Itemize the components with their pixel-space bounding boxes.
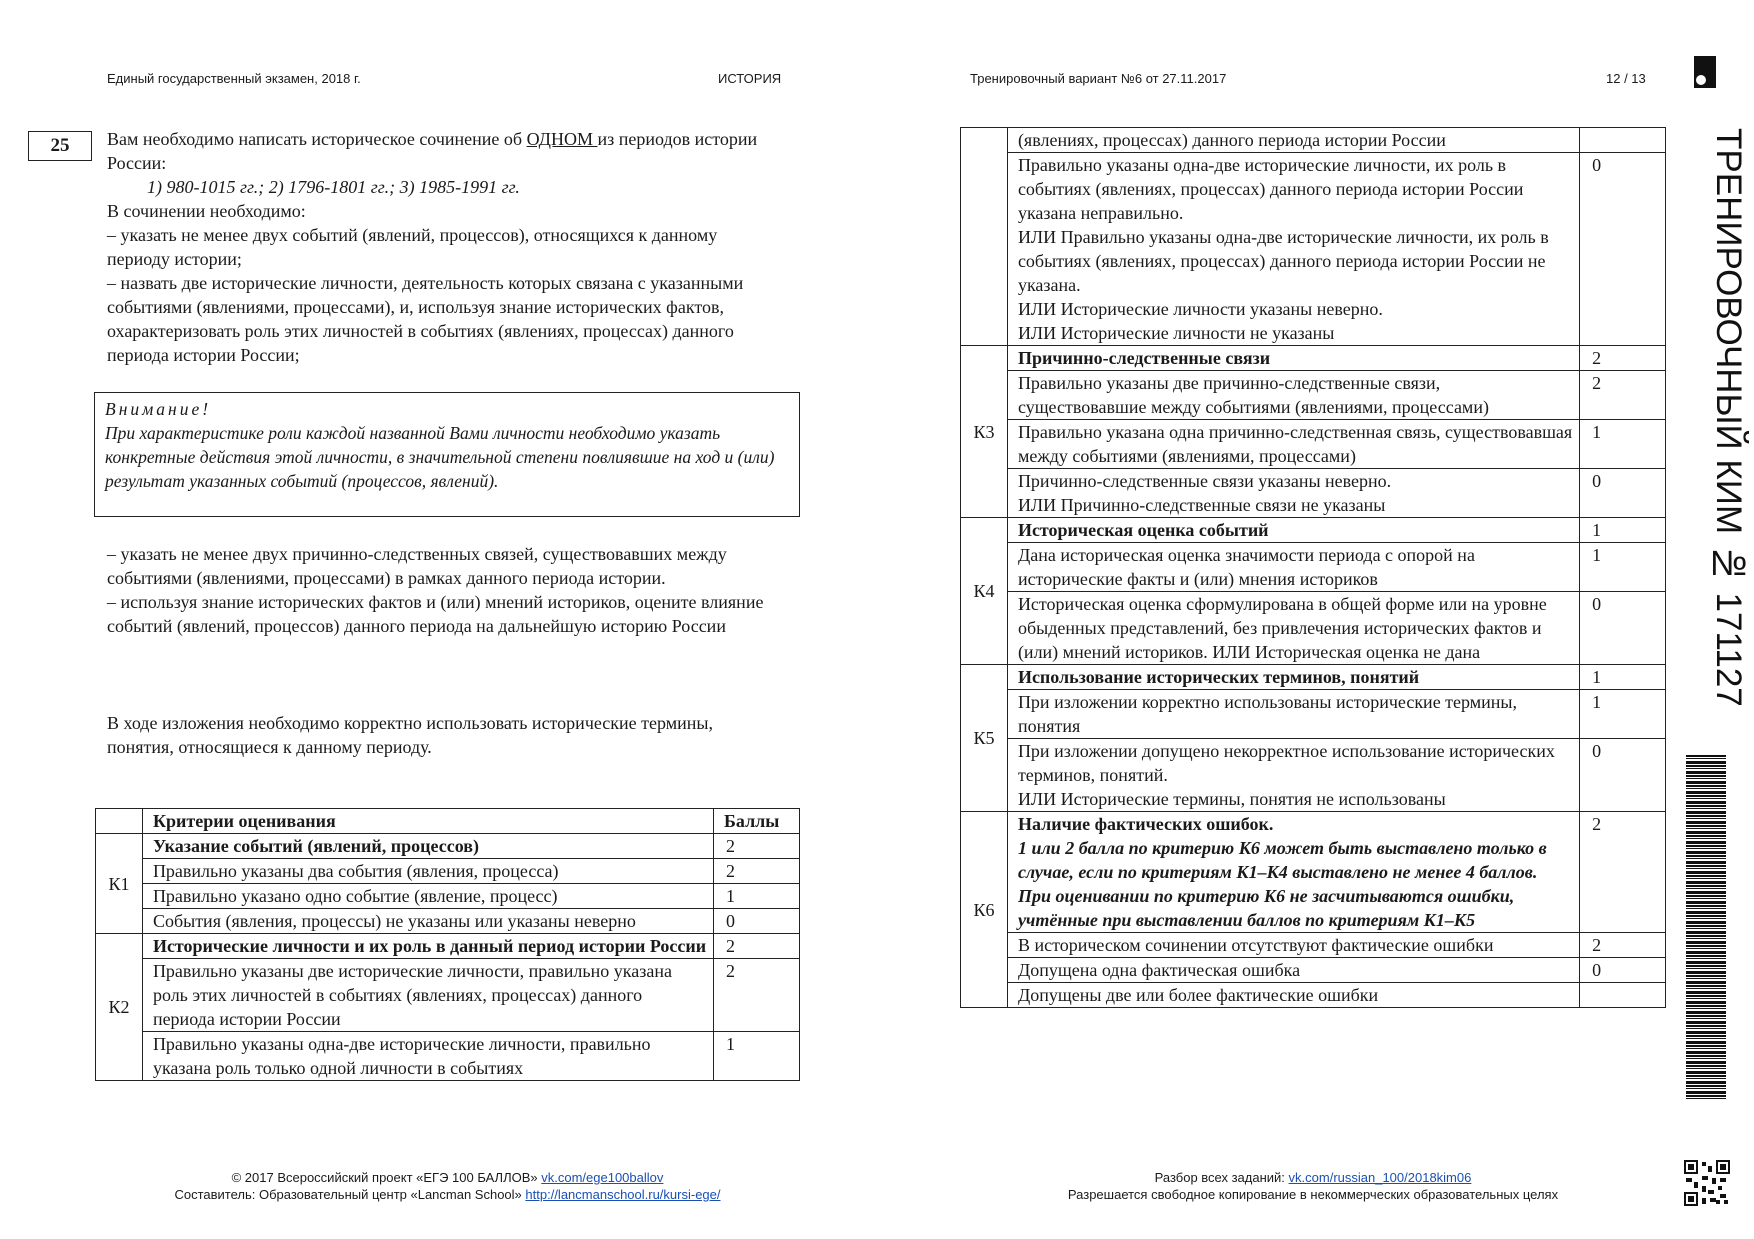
header-page-number: 12 / 13 xyxy=(1606,71,1646,86)
footer-analysis-link[interactable]: vk.com/russian_100/2018kim06 xyxy=(1288,1170,1472,1185)
criterion-title: Исторические личности и их роль в данный период истории России xyxy=(142,934,713,959)
criterion-note: 1 или 2 балла по критерию К6 может быть выставлено только в случае, если по критериям К1–К4 выставлено не менее 4 баллов. xyxy=(1017,838,1547,882)
criterion-text: Правильно указаны одна-две исторические личности, правильно указана роль только одной личности в событиях xyxy=(142,1032,713,1081)
score-cell: 1 xyxy=(714,1032,800,1081)
attention-text: При характеристике роли каждой названной Вами личности необходимо указать конкретные действия этой личности, в значительной степени повлиявшие на ход и (или) результат указанных событий (процессов, явлений). xyxy=(105,423,775,491)
task-intro xyxy=(107,127,777,175)
score-cell: 2 xyxy=(714,834,800,859)
criterion-text: При изложении корректно использованы исторические термины, понятия xyxy=(1007,690,1579,739)
criterion-title: Использование исторических терминов, понятий xyxy=(1007,665,1579,690)
criterion-text: (явлениях, процессах) данного периода истории России xyxy=(1007,128,1579,153)
criterion-text: Допущены две или более фактические ошибки xyxy=(1007,983,1579,1008)
barcode-icon xyxy=(1686,755,1726,1101)
criterion-text: Правильно указано одно событие (явление, процесс) xyxy=(142,884,713,909)
task-requirement-3: – указать не менее двух причинно-следственных связей, существовавших между событиями (явлениями, процессами) в рамках данного периода истории. xyxy=(107,544,727,588)
criterion-line: ИЛИ Исторические термины, понятия не использованы xyxy=(1017,789,1446,809)
criterion-code-k4: К4 xyxy=(961,518,1008,665)
criterion-text: Допущена одна фактическая ошибка xyxy=(1007,958,1579,983)
table-row xyxy=(961,739,1666,812)
task-intro-part1: Вам необходимо написать историческое сочинение об xyxy=(107,129,527,149)
footer-vk-link[interactable]: vk.com/ege100ballov xyxy=(541,1170,664,1185)
criterion-code-k2: К2 xyxy=(96,934,143,1081)
table-row xyxy=(96,809,800,834)
score-cell xyxy=(1580,128,1666,153)
table-row xyxy=(961,665,1666,690)
criterion-text-multi xyxy=(1007,153,1579,346)
attention-box xyxy=(94,392,800,517)
score-cell: 0 xyxy=(1580,592,1666,665)
table-row xyxy=(961,469,1666,518)
table-row xyxy=(96,909,800,934)
criterion-line: Правильно указаны одна-две исторические личности, их роль в событиях (явлениях, процессах) данного периода истории России указана неправильно. xyxy=(1017,155,1524,223)
corner-marker-icon xyxy=(1694,56,1716,88)
task-requirement-2: – назвать две исторические личности, деятельность которых связана с указанными событиями (явлениями, процессами), и, используя знание исторических фактов, охарактеризовать роль этих личностей в событиях (явлениях, процессах) данного периода истории России; xyxy=(107,273,744,365)
footer-author: Составитель: Образовательный центр «Lancman School» xyxy=(174,1187,526,1202)
criterion-line: ИЛИ Правильно указаны одна-две исторические личности, их роль в событиях (явлениях, процессах) данного периода истории России не указана. xyxy=(1017,227,1549,295)
criterion-text: Дана историческая оценка значимости периода с опорой на исторические факты и (или) мнения историков xyxy=(1007,543,1579,592)
score-cell: 2 xyxy=(1580,371,1666,420)
criterion-text: Историческая оценка сформулирована в общей форме или на уровне обыденных представлений, без привлечения исторических фактов и (или) мнений историков. ИЛИ Историческая оценка не дана xyxy=(1007,592,1579,665)
header-subject: ИСТОРИЯ xyxy=(718,71,782,86)
criterion-text: События (явления, процессы) не указаны или указаны неверно xyxy=(142,909,713,934)
criterion-text: Правильно указаны две исторические личности, правильно указана роль этих личностей в событиях (явлениях, процессах) данного периода истории России xyxy=(142,959,713,1032)
table-row xyxy=(961,690,1666,739)
task-text-2 xyxy=(107,542,777,638)
table-row xyxy=(961,420,1666,469)
score-cell: 2 xyxy=(1580,346,1666,371)
criterion-line: ИЛИ Исторические личности не указаны xyxy=(1017,323,1335,343)
score-cell: 0 xyxy=(714,909,800,934)
score-cell: 2 xyxy=(714,959,800,1032)
header-cell-code xyxy=(96,809,143,834)
score-cell: 0 xyxy=(1580,153,1666,346)
task-requirement-1: – указать не менее двух событий (явлений, процессов), относящихся к данному периоду истории; xyxy=(107,225,718,269)
table-row xyxy=(96,834,800,859)
criteria-table-left xyxy=(95,808,800,1081)
criterion-text: Правильно указаны два события (явления, процесса) xyxy=(142,859,713,884)
score-cell: 0 xyxy=(1580,739,1666,812)
header-criteria: Критерии оценивания xyxy=(142,809,713,834)
score-cell: 2 xyxy=(1580,933,1666,958)
table-row xyxy=(961,128,1666,153)
criterion-title: Указание событий (явлений, процессов) xyxy=(142,834,713,859)
criterion-code-k5: К5 xyxy=(961,665,1008,812)
task-intro-emphasis: ОДНОМ xyxy=(526,129,598,149)
criterion-title-block xyxy=(1007,812,1579,933)
score-cell xyxy=(1580,983,1666,1008)
table-row xyxy=(96,884,800,909)
task-number: 25 xyxy=(28,131,92,161)
score-cell: 2 xyxy=(714,859,800,884)
table-row xyxy=(961,983,1666,1008)
table-row xyxy=(961,933,1666,958)
attention-title: Внимание! xyxy=(105,399,212,419)
footer-copy-notice: Разрешается свободное копирование в некоммерческих образовательных целях xyxy=(1067,1187,1559,1202)
table-row xyxy=(961,153,1666,346)
table-row xyxy=(961,371,1666,420)
criterion-line: При изложении допущено некорректное использование исторических терминов, понятий. xyxy=(1017,741,1555,785)
footer-left-line-1 xyxy=(95,1169,800,1186)
table-row xyxy=(96,1032,800,1081)
criterion-code-k6: К6 xyxy=(961,812,1008,1008)
header-exam-name: Единый государственный экзамен, 2018 г. xyxy=(107,71,361,86)
score-cell: 2 xyxy=(1580,812,1666,933)
footer-right xyxy=(960,1169,1666,1203)
criterion-text-multi xyxy=(1007,469,1579,518)
table-row xyxy=(96,959,800,1032)
table-row xyxy=(961,543,1666,592)
footer-left xyxy=(95,1169,800,1203)
criterion-title: Наличие фактических ошибок. xyxy=(1017,814,1274,834)
criterion-line: ИЛИ Исторические личности указаны неверно. xyxy=(1017,299,1383,319)
footer-left-line-2 xyxy=(95,1186,800,1203)
table-row xyxy=(96,859,800,884)
criterion-code-k1: К1 xyxy=(96,834,143,934)
criterion-code-k2-cont xyxy=(961,128,1008,346)
score-cell: 2 xyxy=(714,934,800,959)
criterion-text: Правильно указана одна причинно-следственная связь, существовавшая между событиями (явлениями, процессами) xyxy=(1007,420,1579,469)
table-row xyxy=(961,958,1666,983)
score-cell: 0 xyxy=(1580,958,1666,983)
score-cell: 1 xyxy=(1580,690,1666,739)
score-cell: 1 xyxy=(714,884,800,909)
task-need: В сочинении необходимо: xyxy=(107,201,306,221)
footer-analysis-label: Разбор всех заданий: xyxy=(1154,1170,1289,1185)
criterion-title: Причинно-следственные связи xyxy=(1007,346,1579,371)
task-periods: 1) 980-1015 гг.; 2) 1796-1801 гг.; 3) 1985-1991 гг. xyxy=(147,177,520,197)
footer-copyright: © 2017 Всероссийский проект «ЕГЭ 100 БАЛЛОВ» xyxy=(231,1170,542,1185)
task-intro-part2: из периодов истории России: xyxy=(107,129,758,173)
score-cell: 1 xyxy=(1580,518,1666,543)
table-row xyxy=(961,812,1666,933)
score-cell: 1 xyxy=(1580,420,1666,469)
criterion-title: Историческая оценка событий xyxy=(1007,518,1579,543)
task-terms: В ходе изложения необходимо корректно использовать исторические термины, понятия, относящиеся к данному периоду. xyxy=(107,713,713,757)
header-score: Баллы xyxy=(714,809,800,834)
criterion-text: Правильно указаны две причинно-следственные связи, существовавшие между событиями (явлениями, процессами) xyxy=(1007,371,1579,420)
table-row xyxy=(961,346,1666,371)
table-row xyxy=(961,518,1666,543)
criterion-line: Причинно-следственные связи указаны неверно. xyxy=(1017,471,1392,491)
footer-right-line-1 xyxy=(960,1169,1666,1186)
criterion-text-multi xyxy=(1007,739,1579,812)
task-text xyxy=(107,127,777,367)
qr-code-icon xyxy=(1684,1160,1730,1206)
criterion-text: В историческом сочинении отсутствуют фактические ошибки xyxy=(1007,933,1579,958)
criterion-note: При оценивании по критерию К6 не засчитываются ошибки, учтённые при выставлении баллов по критериям К1–К5 xyxy=(1017,886,1515,930)
criterion-line: ИЛИ Причинно-следственные связи не указаны xyxy=(1017,495,1386,515)
criterion-code-k3: К3 xyxy=(961,346,1008,518)
score-cell: 1 xyxy=(1580,543,1666,592)
vertical-kim-title: ТРЕНИРОВОЧНЫЙ КИМ № 171127 xyxy=(1709,128,1748,707)
table-row xyxy=(961,592,1666,665)
score-cell: 1 xyxy=(1580,665,1666,690)
score-cell: 0 xyxy=(1580,469,1666,518)
criteria-table-right xyxy=(960,127,1666,1008)
footer-lancman-link[interactable]: http://lancmanschool.ru/kursi-ege/ xyxy=(525,1187,721,1202)
table-row xyxy=(96,934,800,959)
header-variant: Тренировочный вариант №6 от 27.11.2017 xyxy=(970,71,1227,86)
task-requirement-4: – используя знание исторических фактов и (или) мнений историков, оцените влияние событий (явлений, процессов) данного периода на дальнейшую историю России xyxy=(107,592,764,636)
